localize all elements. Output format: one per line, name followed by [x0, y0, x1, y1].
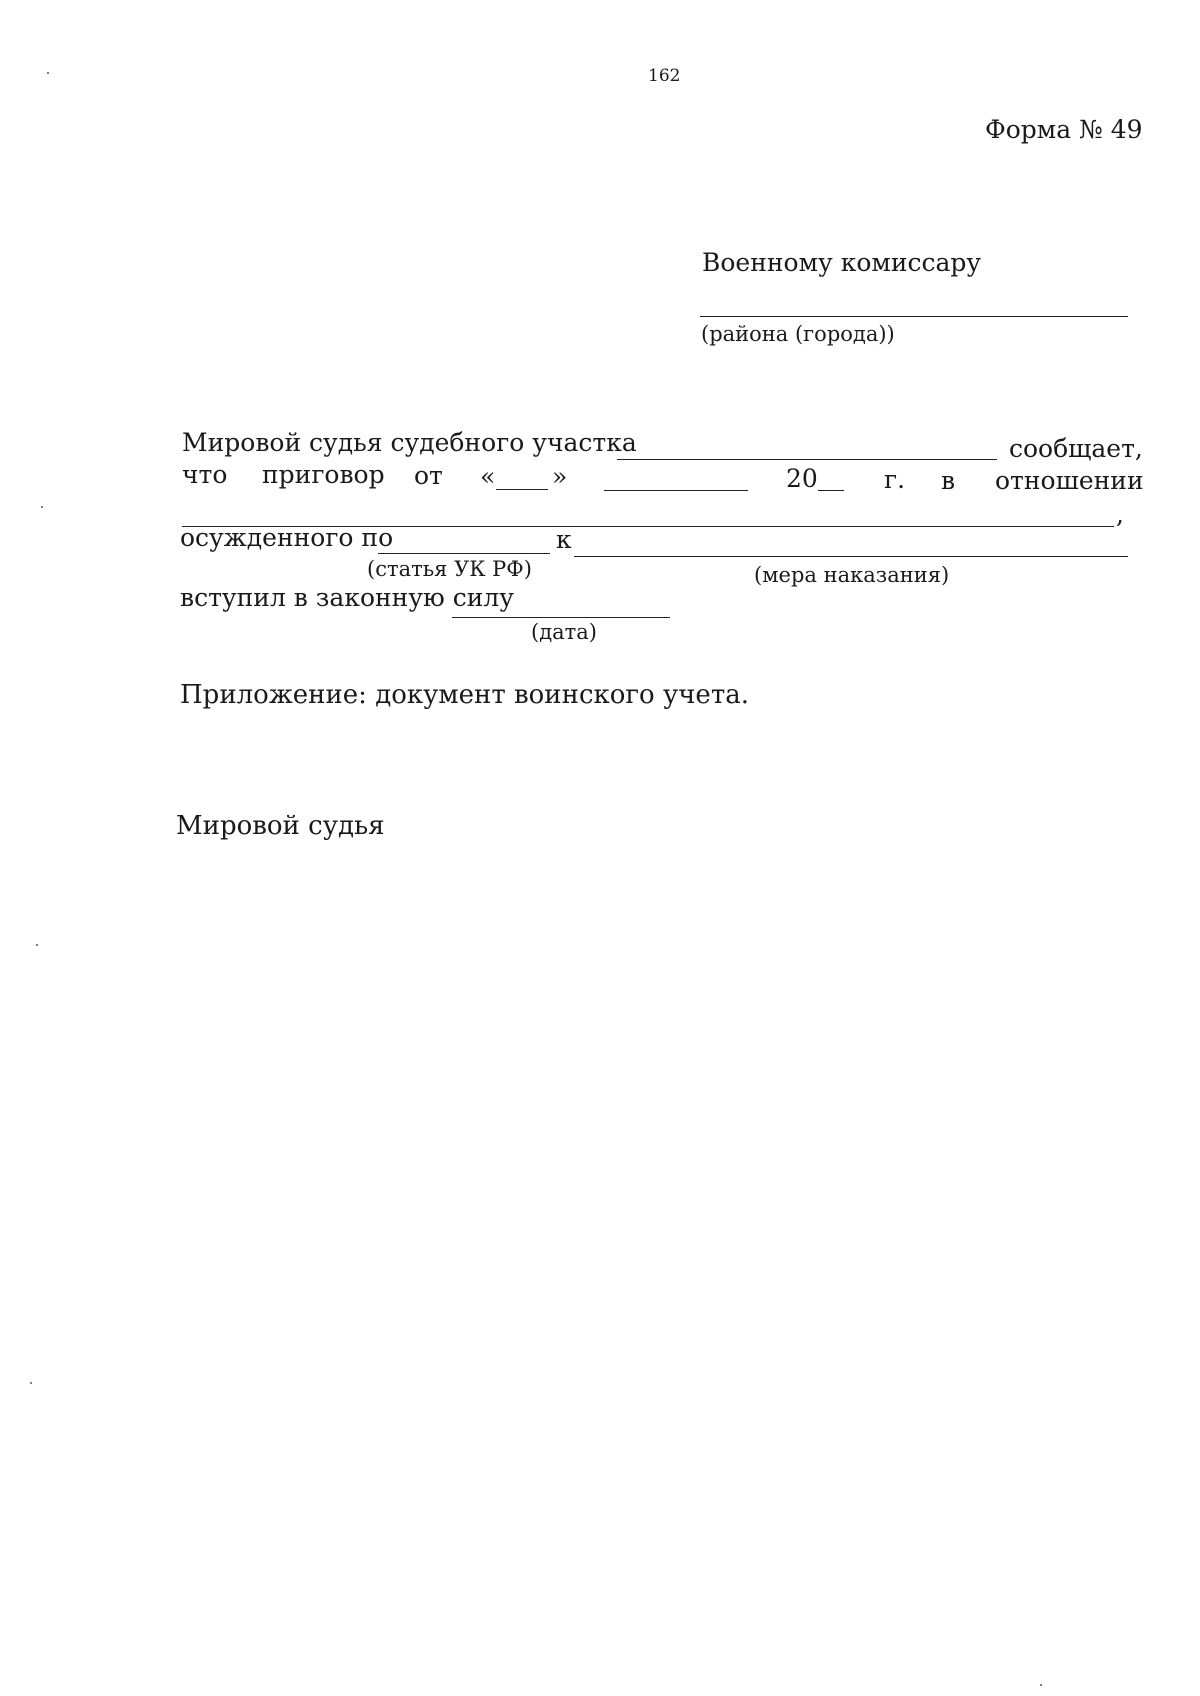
body-line1-start: Мировой судья судебного участка	[182, 428, 637, 457]
quote-close: »	[552, 462, 568, 491]
body-line1-end: сообщает,	[1009, 434, 1143, 463]
addressee-title: Военному комиссару	[702, 248, 982, 277]
scan-speck	[1040, 1684, 1042, 1686]
year-prefix: 20	[786, 464, 818, 493]
caption-punishment: (мера наказания)	[754, 563, 950, 587]
word-ot: от	[414, 461, 443, 490]
word-v: в	[941, 466, 956, 495]
form-label: Форма № 49	[985, 115, 1143, 144]
scan-speck	[30, 1382, 32, 1384]
quote-open: «	[480, 462, 496, 491]
word-k: к	[556, 525, 572, 554]
scan-speck	[47, 72, 49, 74]
page-number: 162	[648, 66, 681, 86]
word-prigovor: приговор	[262, 460, 385, 489]
addressee-caption: (района (города))	[701, 322, 895, 346]
scan-speck	[36, 944, 38, 946]
scan-speck	[41, 506, 43, 508]
day-blank	[496, 489, 548, 490]
year-blank	[818, 490, 844, 491]
month-blank	[604, 490, 748, 491]
word-g: г.	[884, 465, 906, 494]
addressee-blank-line	[700, 316, 1128, 317]
word-otnoshenii: отношении	[995, 466, 1144, 495]
caption-date: (дата)	[531, 620, 597, 644]
date-blank	[452, 617, 670, 618]
line3-comma: ,	[1116, 500, 1124, 529]
caption-article: (статья УК РФ)	[367, 557, 532, 581]
punishment-blank	[574, 556, 1128, 557]
signature-label: Мировой судья	[176, 811, 385, 841]
body-line5: вступил в законную силу	[180, 583, 515, 612]
word-chto: что	[182, 460, 228, 489]
body-line4-start: осужденного по	[180, 523, 394, 552]
court-district-blank	[617, 459, 997, 460]
attachment-note: Приложение: документ воинского учета.	[180, 680, 749, 710]
article-blank	[378, 553, 550, 554]
